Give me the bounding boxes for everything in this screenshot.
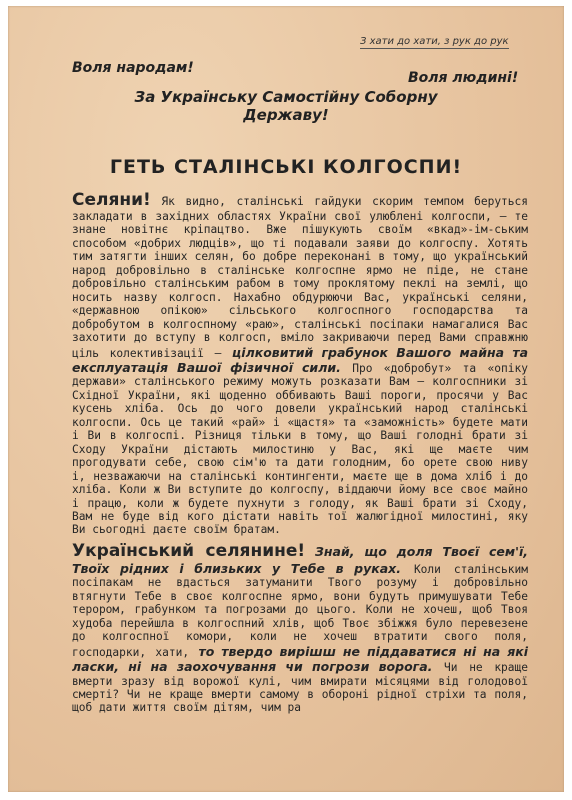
paragraph-2-text-1: Коли сталінським посіпакам не вдасться затуманити Твого розуму і добровільно втягнути Тебе в своє колгоспне ярмо, вони будуть примушувати Тебе терором, грабунком та погрозами до цього. Коли не хочеш, щоб Твоя худоба перейшла в колгоспний хлів, щоб Твоє збіжжя було перевезене до колгоспної комори, коли не хочеш втратити свого поля, господарки, хати, — [72, 562, 528, 659]
paragraph-2-text-2: Чи не краще вмерти зразу від ворожої кулі, чим вмирати місяцями від голодової смерті? Чи не краще вмерти самому в обороні рідної стріхи та поля, щоб дати життя своїм дітям, чим ра — [72, 661, 529, 715]
paragraph-2 — [72, 541, 528, 715]
paragraph-1-text-2: Про «добробут» та «опіку держави» сталінського режиму можуть розказати Вам — колгоспники зі Східної України, які щоденно оббивають Ваші пороги, просячи у Вас кусень хліба. Ось до чого довели український народ сталінські колгоспи. Ось це такий «рай» і «щастя» та «заможність» будете мати і Ви в колгоспі. Різниця тільки в тому, що Ваші голодні брати зі Сходу України дістають милостиню у Вас, які ще маєте чим прогодувати себе, свою сім'ю та дати голодним, бо орете свою ниву і, незважаючи на сталінські контингенти, маєте ще в дома хліб і до хліба. Коли ж Ви вступите до колгоспу, віддаючи йому все своє майно і працю, коли ж будете пухнути з голоду, як Ваші брати зі Сходу, Вам не буде від кого дістати навіть тої жалюгідної милостині, яку Ви сьогодні даєте своїм братам. — [72, 361, 528, 537]
paragraph-2-emphasis-2: то твердо вирішш не піддаватися ні на які ласки, ні на заохочування чи погрози ворога. — [72, 643, 528, 675]
paragraph-2-emphasis-1: Знай, що доля Твоєї сем'ї, Твоїх рідних і близьких у Тебе в руках. — [72, 543, 528, 576]
leaflet-page — [8, 6, 564, 792]
paragraph-1-emphasis: цілковитий грабунок Вашого майна та експлуатація Вашої фізичної сили. — [72, 344, 529, 375]
subtitle: За Українську Самостійну Соборну Державу! — [134, 88, 438, 124]
paragraph-2-lead: Український селянине! — [72, 540, 306, 561]
slogan-right: Воля людині! — [408, 70, 519, 86]
paragraph-1-lead: Селяни! — [72, 190, 151, 210]
paragraph-1 — [72, 190, 528, 537]
page-title: ГЕТЬ СТАЛІНСЬКІ КОЛГОСПИ! — [109, 156, 463, 178]
paragraph-1-text-1: Як видно, сталінські гайдуки скорим темпом беруться закладати в західних областях України свої улюблені колгоспи, — те знане новітнє кріпацтво. Вже пішукують своїм «вкад»-ім-ським способом «добрих людців», що ті подавали заяви до колгоспу. Хотять тим затягти інших селян, бо добре переконані в тому, що український народ добровільно в сталінське колгоспне ярмо не піде, не стане добровільно сталінським рабом в тому проклятому пеклі на землі, що носить назву колгосп. Нахабно обдурюючи Вас, українські селяни, «державною опікою» сільського колгоспного господарства та добробутом в колгоспному «раю», сталінські посіпаки намагалися Вас захотити до вступу в колгосп, вміло закриваючи перед Вами справжню ціль колективізації — — [72, 195, 528, 360]
slogan-top: З хати до хати, з рук до рук — [360, 36, 509, 47]
slogan-left: Воля народам! — [72, 60, 194, 76]
body-text — [72, 190, 528, 715]
